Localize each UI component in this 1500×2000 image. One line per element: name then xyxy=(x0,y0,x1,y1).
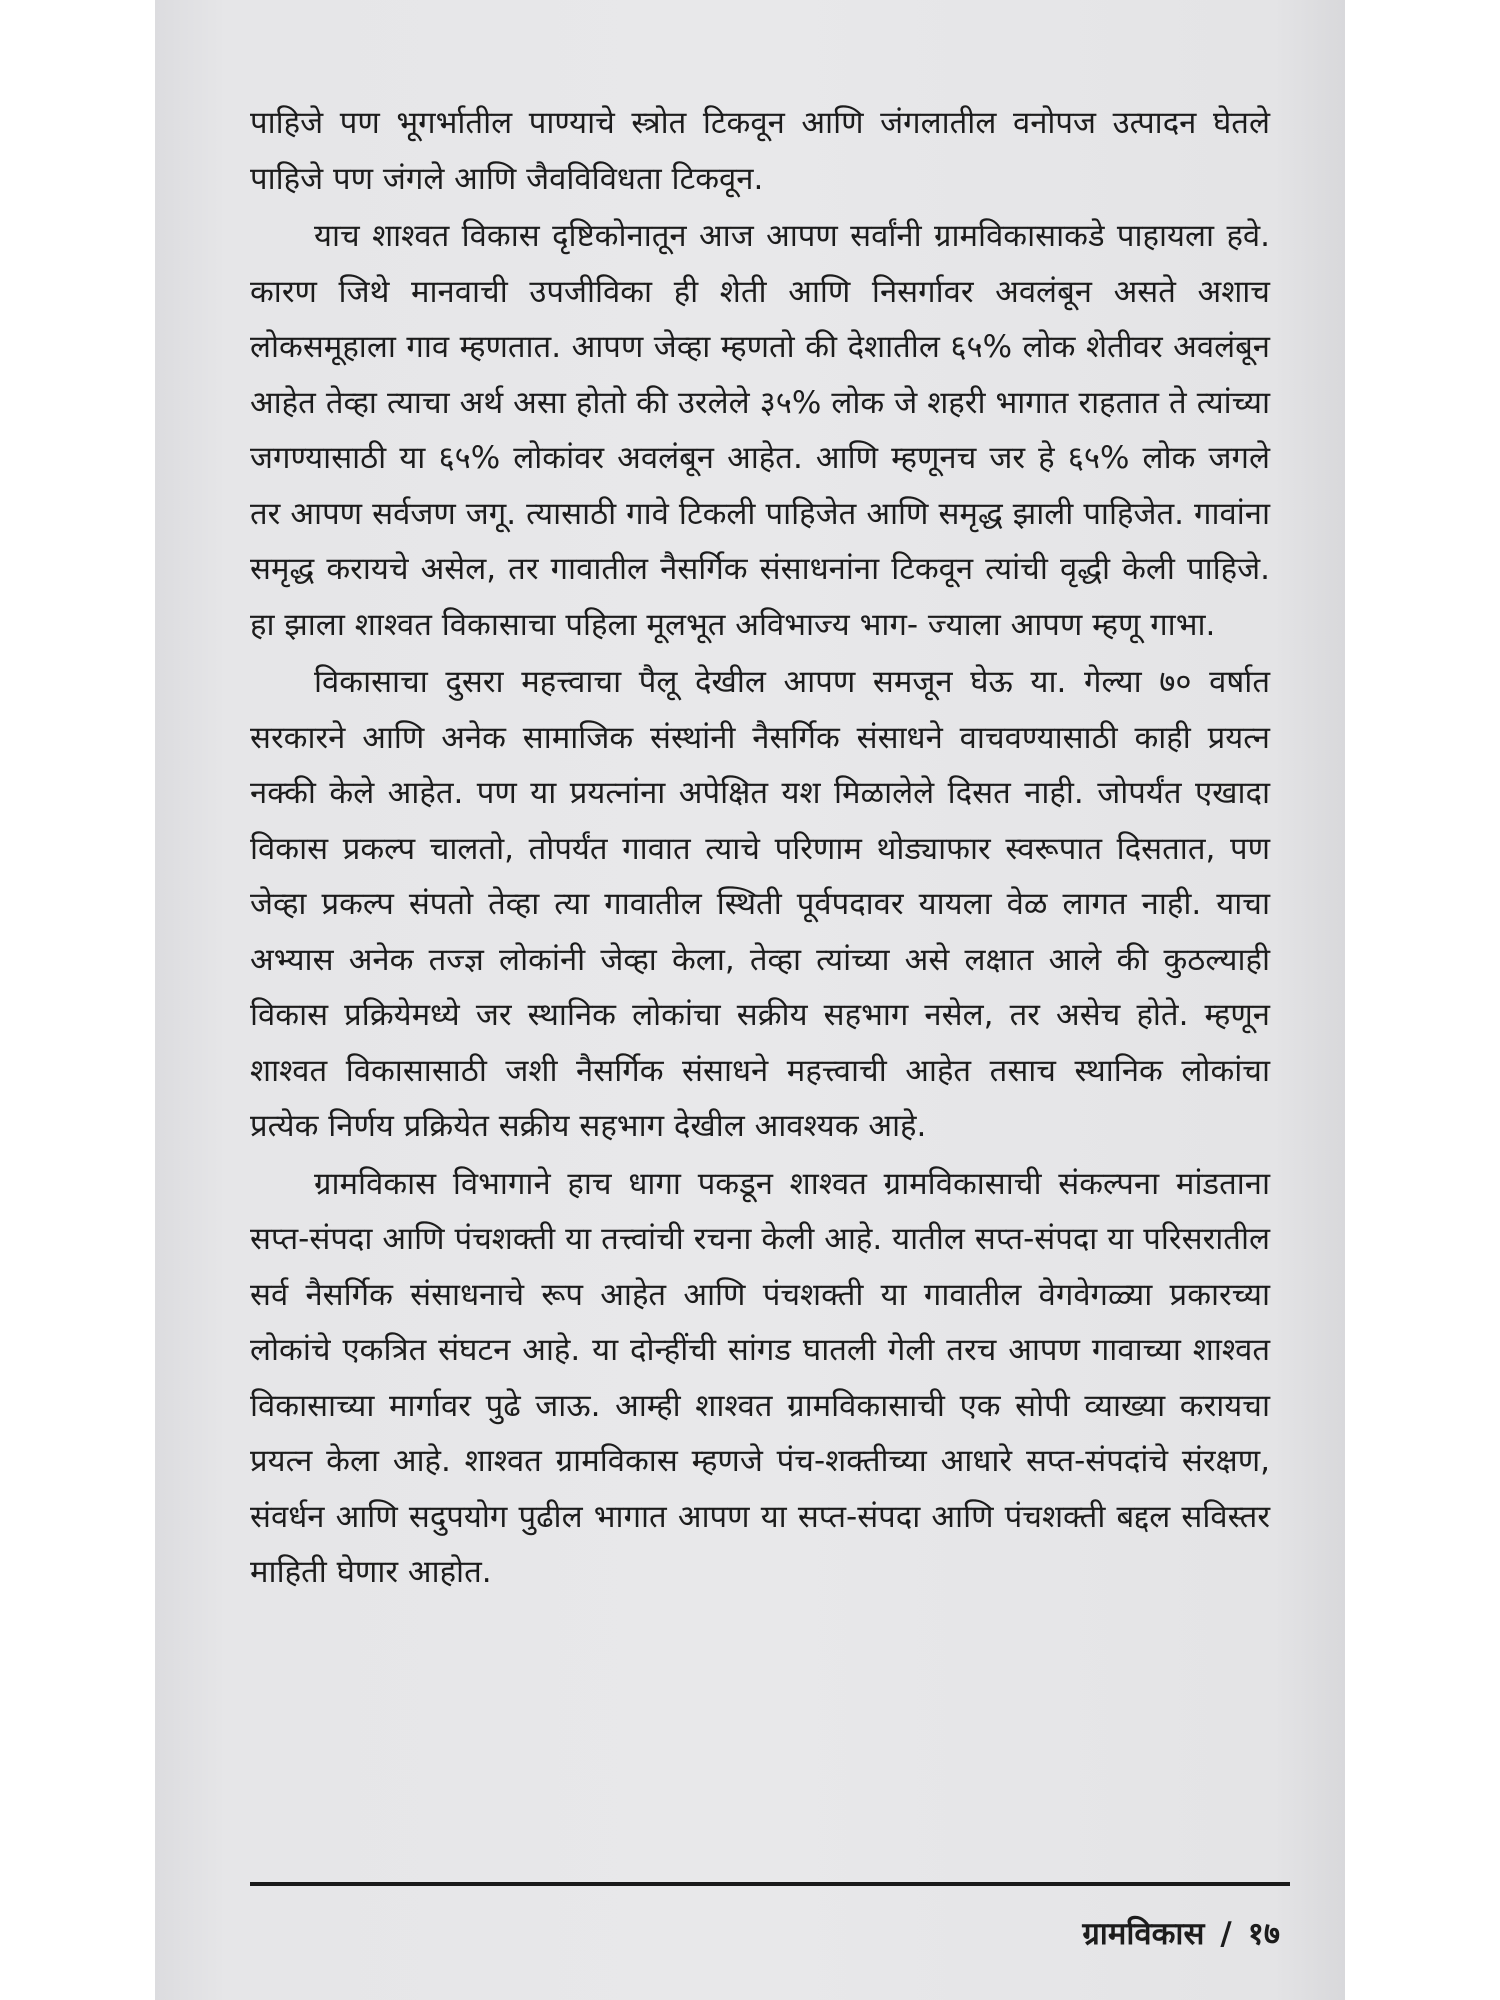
footer-divider xyxy=(250,1882,1290,1886)
footer-separator: / xyxy=(1220,1916,1232,1952)
page-number: १७ xyxy=(1247,1916,1280,1952)
paragraph-4: ग्रामविकास विभागाने हाच धागा पकडून शाश्वत ग्रामविकासाची संकल्पना मांडताना सप्त-संपदा आणि पंचशक्ती या तत्त्वांची रचना केली आहे. यातील सप्त-संपदा या परिसरातील सर्व नैसर्गिक संसाधनाचे रूप आहेत आणि पंचशक्ती या गावातील वेगवेगळ्या प्रकारच्या लोकांचे एकत्रित संघटन आहे. या दोन्हींची सांगड घातली गेली तरच आपण गावाच्या शाश्वत विकासाच्या मार्गावर पुढे जाऊ. आम्ही शाश्वत ग्रामविकासाची एक सोपी व्याख्या करायचा प्रयत्न केला आहे. शाश्वत ग्रामविकास म्हणजे पंच-शक्तीच्या आधारे सप्त-संपदांचे संरक्षण, संवर्धन आणि सदुपयोग पुढील भागात आपण या सप्त-संपदा आणि पंचशक्ती बद्दल सविस्तर माहिती घेणार आहोत. xyxy=(250,1165,1270,1590)
page-footer xyxy=(1082,1912,1280,1954)
running-title: ग्रामविकास xyxy=(1082,1916,1205,1952)
body-text xyxy=(250,96,1270,1603)
paragraph-1: पाहिजे पण भूगर्भातील पाण्याचे स्त्रोत टिकवून आणि जंगलातील वनोपज उत्पादन घेतले पाहिजे पण जंगले आणि जैवविविधता टिकवून. xyxy=(250,105,1270,197)
paragraph-2: याच शाश्वत विकास दृष्टिकोनातून आज आपण सर्वांनी ग्रामविकासाकडे पाहायला हवे. कारण जिथे मानवाची उपजीविका ही शेती आणि निसर्गावर अवलंबून असते अशाच लोकसमूहाला गाव म्हणतात. आपण जेव्हा म्हणतो की देशातील ६५% लोक शेतीवर अवलंबून आहेत तेव्हा त्याचा अर्थ असा होतो की उरलेले ३५% लोक जे शहरी भागात राहतात ते त्यांच्या जगण्यासाठी या ६५% लोकांवर अवलंबून आहेत. आणि म्हणूनच जर हे ६५% लोक जगले तर आपण सर्वजण जगू. त्यासाठी गावे टिकली पाहिजेत आणि समृद्ध झाली पाहिजेत. गावांना समृद्ध करायचे असेल, तर गावातील नैसर्गिक संसाधनांना टिकवून त्यांची वृद्धी केली पाहिजे. हा झाला शाश्वत विकासाचा पहिला मूलभूत अविभाज्य भाग- ज्याला आपण म्हणू गाभा. xyxy=(250,218,1270,643)
paragraph-3: विकासाचा दुसरा महत्त्वाचा पैलू देखील आपण समजून घेऊ या. गेल्या ७० वर्षात सरकारने आणि अनेक सामाजिक संस्थांनी नैसर्गिक संसाधने वाचवण्यासाठी काही प्रयत्न नक्की केले आहेत. पण या प्रयत्नांना अपेक्षित यश मिळालेले दिसत नाही. जोपर्यंत एखादा विकास प्रकल्प चालतो, तोपर्यंत गावात त्याचे परिणाम थोड्याफार स्वरूपात दिसतात, पण जेव्हा प्रकल्प संपतो तेव्हा त्या गावातील स्थिती पूर्वपदावर यायला वेळ लागत नाही. याचा अभ्यास अनेक तज्ज्ञ लोकांनी जेव्हा केला, तेव्हा त्यांच्या असे लक्षात आले की कुठल्याही विकास प्रक्रियेमध्ये जर स्थानिक लोकांचा सक्रीय सहभाग नसेल, तर असेच होते. म्हणून शाश्वत विकासासाठी जशी नैसर्गिक संसाधने महत्त्वाची आहेत तसाच स्थानिक लोकांचा प्रत्येक निर्णय प्रक्रियेत सक्रीय सहभाग देखील आवश्यक आहे. xyxy=(250,664,1270,1144)
book-page xyxy=(155,0,1345,2000)
